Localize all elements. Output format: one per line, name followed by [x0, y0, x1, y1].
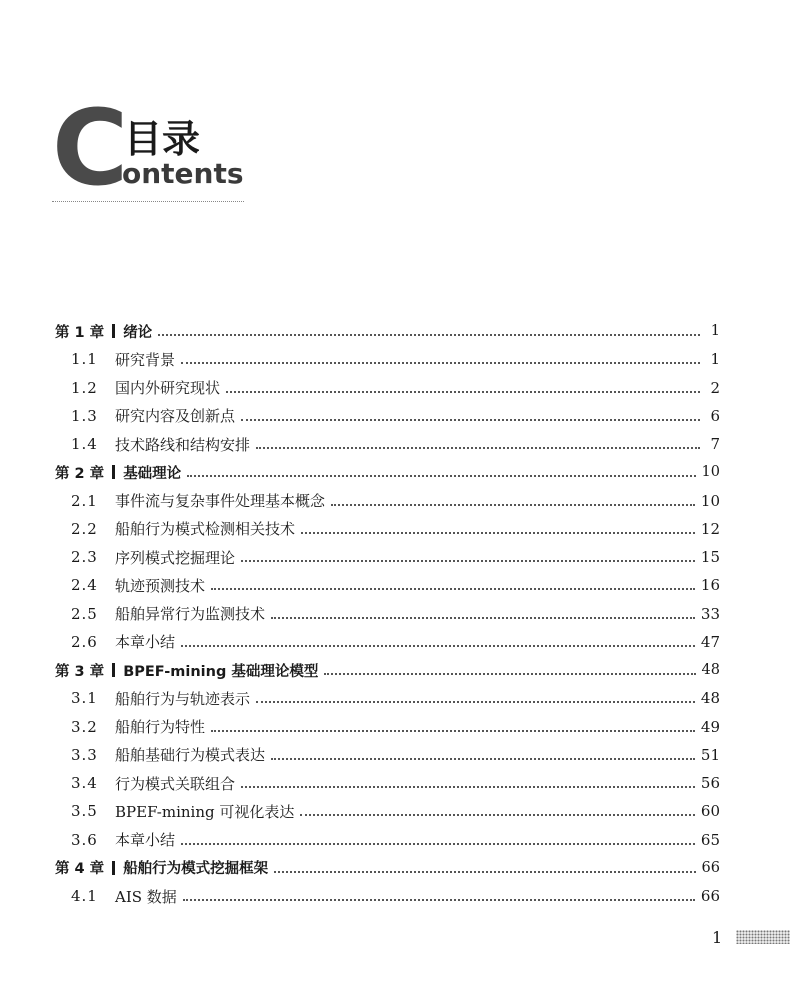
chapter-separator-bar — [112, 861, 115, 875]
toc-page-number: 12 — [700, 519, 720, 538]
dot-leader — [211, 588, 695, 590]
toc-page-number: 66 — [700, 887, 720, 906]
contents-header — [52, 87, 252, 209]
toc-title: 船舶行为模式挖掘框架 — [123, 861, 269, 878]
toc-section-row[interactable] — [55, 487, 720, 515]
chapter-separator-bar — [112, 465, 115, 479]
dot-leader — [181, 843, 695, 845]
toc-title: 序列模式挖掘理论 — [115, 548, 236, 567]
page-number: 1 — [712, 928, 723, 947]
dot-leader — [256, 701, 695, 703]
dot-leader — [181, 645, 695, 647]
toc-number: 3.4 — [71, 774, 98, 793]
toc-title: 本章小结 — [115, 831, 176, 850]
toc-chapter-row[interactable] — [55, 656, 720, 684]
toc-title: 技术路线和结构安排 — [115, 435, 251, 454]
toc-title: 研究背景 — [115, 350, 176, 369]
toc-title: BPEF-mining 可视化表达 — [115, 802, 295, 821]
toc-page-number: 60 — [700, 802, 720, 821]
toc-number: 1.1 — [71, 350, 98, 369]
toc-page-number: 33 — [700, 604, 720, 623]
toc-section-row[interactable] — [55, 374, 720, 402]
dot-leader — [226, 391, 700, 393]
toc-page-number: 48 — [700, 689, 720, 708]
chapter-separator-bar — [112, 663, 115, 677]
dot-leader — [274, 871, 695, 873]
toc-title: 轨迹预测技术 — [115, 576, 206, 595]
toc-page-number: 2 — [710, 378, 720, 397]
toc-number: 3.2 — [71, 717, 98, 736]
toc-title: BPEF-mining 基础理论模型 — [123, 663, 319, 680]
toc-section-row[interactable] — [55, 345, 720, 373]
table-of-contents — [55, 317, 720, 910]
toc-number: 2.6 — [71, 632, 98, 651]
dot-leader — [271, 617, 695, 619]
toc-title: 船舶异常行为监测技术 — [115, 605, 266, 624]
toc-page-number: 66 — [701, 859, 720, 876]
toc-title: 本章小结 — [115, 633, 176, 652]
dot-leader — [271, 758, 695, 760]
toc-page-number: 65 — [700, 830, 720, 849]
toc-title: 船舶基础行为模式表达 — [115, 746, 266, 765]
toc-section-row[interactable] — [55, 882, 720, 910]
toc-number: 2.3 — [71, 548, 98, 567]
toc-number: 2.2 — [71, 519, 98, 538]
toc-section-row[interactable] — [55, 741, 720, 769]
folio-dot-pattern — [736, 930, 790, 944]
toc-page-number: 1 — [710, 350, 720, 369]
dot-leader — [301, 532, 695, 534]
dot-leader — [158, 334, 700, 336]
chapter-separator-bar — [112, 324, 115, 338]
toc-page-number: 48 — [701, 662, 720, 679]
dot-leader — [324, 673, 695, 675]
big-c-logo: C — [52, 87, 127, 209]
toc-section-row[interactable] — [55, 430, 720, 458]
dot-leader — [183, 899, 695, 901]
toc-section-row[interactable] — [55, 571, 720, 599]
toc-number: 3.5 — [71, 802, 98, 821]
toc-page-number: 1 — [710, 323, 720, 340]
toc-page-number: 10 — [701, 464, 720, 481]
toc-section-row[interactable] — [55, 402, 720, 430]
toc-title: 国内外研究现状 — [115, 379, 221, 398]
toc-page-number: 15 — [700, 548, 720, 567]
toc-number: 1.4 — [71, 435, 98, 454]
toc-chapter-row[interactable] — [55, 458, 720, 486]
toc-page-number: 49 — [700, 717, 720, 736]
toc-page-number: 56 — [700, 774, 720, 793]
toc-number: 3.1 — [71, 689, 98, 708]
toc-title: 船舶行为与轨迹表示 — [115, 689, 251, 708]
toc-page-number: 7 — [710, 435, 720, 454]
toc-section-row[interactable] — [55, 515, 720, 543]
toc-section-row[interactable] — [55, 769, 720, 797]
dot-leader — [256, 447, 700, 449]
dot-leader — [211, 730, 695, 732]
toc-title: 船舶行为特性 — [115, 718, 206, 737]
toc-title: 研究内容及创新点 — [115, 407, 236, 426]
dot-leader — [241, 419, 700, 421]
toc-section-row[interactable] — [55, 628, 720, 656]
dot-leader — [181, 362, 700, 364]
dot-leader — [187, 475, 695, 477]
toc-page-number: 47 — [700, 632, 720, 651]
toc-chapter-row[interactable] — [55, 317, 720, 345]
toc-section-row[interactable] — [55, 713, 720, 741]
dot-leader — [241, 560, 695, 562]
title-chinese: 目录 — [124, 117, 201, 161]
title-english: ontents — [122, 157, 244, 190]
toc-title: AIS 数据 — [115, 887, 177, 906]
toc-title: 基础理论 — [123, 465, 182, 482]
toc-number: 3.3 — [71, 745, 98, 764]
toc-number: 2.5 — [71, 604, 98, 623]
toc-number: 1.3 — [71, 406, 98, 425]
toc-section-row[interactable] — [55, 797, 720, 825]
toc-title: 行为模式关联组合 — [115, 774, 236, 793]
toc-title: 绪论 — [123, 324, 153, 341]
toc-page-number: 16 — [700, 576, 720, 595]
toc-number: 第 3 章 — [55, 663, 105, 680]
toc-number: 1.2 — [71, 378, 98, 397]
toc-number: 3.6 — [71, 830, 98, 849]
toc-number: 2.4 — [71, 576, 98, 595]
toc-number: 4.1 — [71, 887, 98, 906]
toc-title: 船舶行为模式检测相关技术 — [115, 520, 296, 539]
toc-number: 2.1 — [71, 491, 98, 510]
toc-page-number: 6 — [710, 406, 720, 425]
toc-page-number: 51 — [700, 745, 720, 764]
toc-section-row[interactable] — [55, 543, 720, 571]
toc-number: 第 2 章 — [55, 465, 105, 482]
header-dotted-rule — [52, 201, 244, 202]
toc-section-row[interactable] — [55, 684, 720, 712]
toc-number: 第 1 章 — [55, 324, 105, 341]
toc-section-row[interactable] — [55, 826, 720, 854]
toc-number: 第 4 章 — [55, 861, 105, 878]
toc-title: 事件流与复杂事件处理基本概念 — [115, 492, 326, 511]
dot-leader — [241, 786, 695, 788]
dot-leader — [331, 504, 695, 506]
toc-section-row[interactable] — [55, 600, 720, 628]
toc-page-number: 10 — [700, 491, 720, 510]
dot-leader — [300, 814, 695, 816]
toc-chapter-row[interactable] — [55, 854, 720, 882]
